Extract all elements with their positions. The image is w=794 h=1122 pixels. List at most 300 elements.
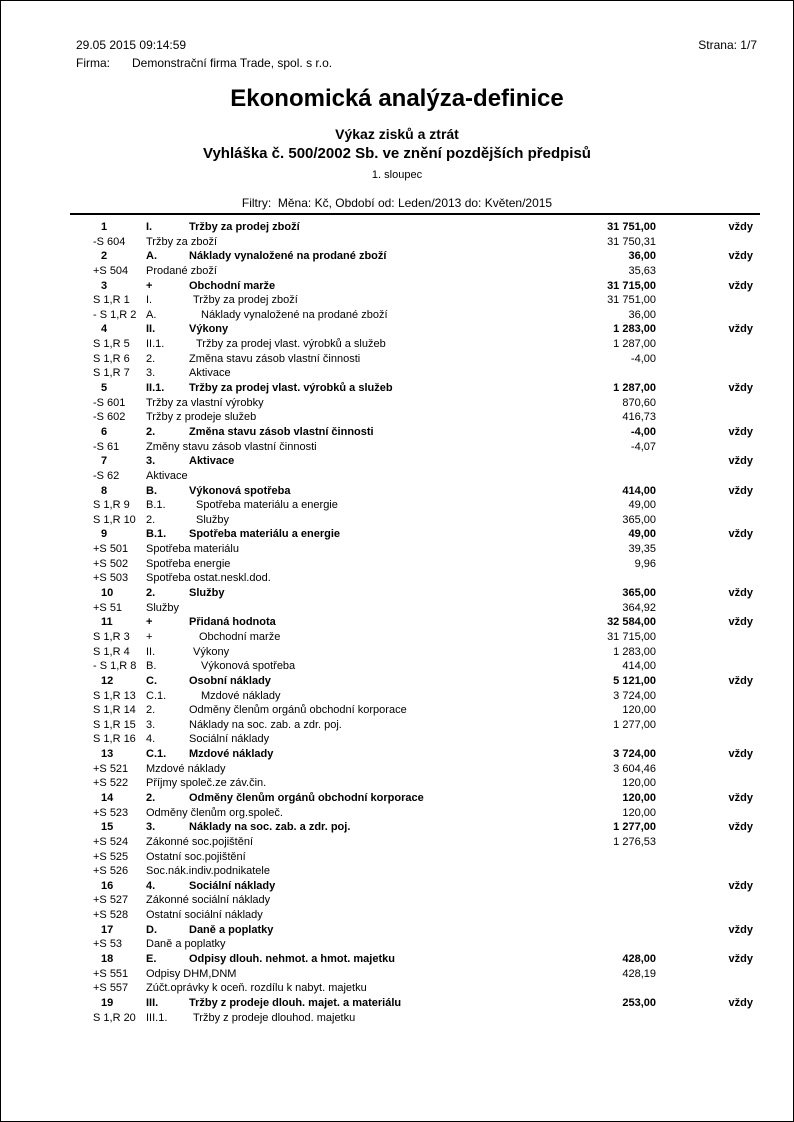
- table-row: [70, 571, 760, 586]
- row-value: -4,00: [630, 352, 656, 365]
- table-row: [70, 689, 760, 704]
- row-name: Ostatní soc.pojištění: [146, 850, 246, 863]
- row-code: +: [146, 616, 153, 629]
- row-value: [536, 1011, 656, 1026]
- row-value: [536, 908, 656, 923]
- row-value: [536, 923, 656, 938]
- header-divider: [70, 213, 760, 215]
- row-name: Mzdové náklady: [146, 762, 226, 775]
- row-name: Aktivace: [189, 367, 231, 380]
- row-number: 10: [101, 587, 114, 600]
- row-number: 17: [101, 923, 114, 936]
- row-value: 36,00: [628, 250, 656, 263]
- table-row: [70, 293, 760, 308]
- row-value: 120,00: [622, 704, 656, 717]
- row-flag: [656, 718, 760, 733]
- row-name: Tržby za vlastní výrobky: [146, 396, 264, 409]
- row-flag: vždy: [728, 748, 753, 761]
- row-name: Změna stavu zásob vlastní činnosti: [189, 425, 374, 438]
- row-name: Spotřeba materiálu: [146, 543, 239, 556]
- row-code: 2.: [146, 513, 156, 526]
- row-prefix: +S 525: [93, 850, 129, 863]
- row-code: B.1.: [146, 528, 167, 541]
- row-value: 1 283,00: [613, 323, 656, 336]
- row-name: Obchodní marže: [189, 279, 276, 292]
- row-name: Daně a poplatky: [189, 923, 274, 936]
- row-prefix: +S 53: [93, 938, 123, 951]
- row-code: C.1.: [146, 689, 167, 702]
- row-number: 5: [101, 382, 108, 395]
- row-flag: vždy: [728, 323, 753, 336]
- row-flag: [656, 366, 760, 381]
- row-value: 31 715,00: [607, 279, 656, 292]
- row-name: Služby: [196, 513, 230, 526]
- row-value: 32 584,00: [607, 616, 656, 629]
- row-prefix: - S 1,R 2: [93, 308, 137, 321]
- row-prefix: S 1,R 7: [93, 367, 130, 380]
- row-name: Daně a poplatky: [146, 938, 226, 951]
- row-prefix: S 1,R 20: [93, 1011, 136, 1024]
- page-number: Strana: 1/7: [698, 38, 757, 52]
- table-row: [70, 454, 760, 469]
- row-code: 3.: [146, 367, 156, 380]
- row-code: C.1.: [146, 748, 167, 761]
- table-row: [70, 893, 760, 908]
- row-number: 15: [101, 821, 114, 834]
- table-row: [70, 235, 760, 250]
- row-flag: vždy: [728, 587, 753, 600]
- row-number: 4: [101, 323, 108, 336]
- row-flag: [656, 835, 760, 850]
- row-number: 11: [101, 616, 113, 629]
- row-value: [536, 850, 656, 865]
- row-number: 18: [101, 953, 114, 966]
- row-value: 1 277,00: [613, 821, 656, 834]
- row-flag: [656, 352, 760, 367]
- row-prefix: +S 551: [93, 967, 129, 980]
- row-value: [536, 864, 656, 879]
- row-value: 31 751,00: [607, 221, 656, 233]
- row-flag: [656, 645, 760, 660]
- page-title: Ekonomická analýza-definice: [230, 85, 564, 112]
- row-value: 428,00: [622, 953, 656, 966]
- row-flag: [656, 308, 760, 323]
- row-value: 365,00: [622, 587, 656, 600]
- row-code: III.1.: [146, 1011, 168, 1024]
- row-number: 19: [101, 996, 114, 1009]
- row-flag: [656, 396, 760, 411]
- column-note: 1. sloupec: [371, 169, 423, 181]
- row-flag: [656, 732, 760, 747]
- report-name: Výkaz zisků a ztrát: [335, 126, 459, 142]
- row-flag: vždy: [728, 923, 753, 936]
- row-prefix: - S 1,R 8: [93, 660, 137, 673]
- row-name: Spotřeba materiálu a energie: [196, 499, 338, 512]
- row-code: III.: [146, 996, 159, 1009]
- row-number: 13: [101, 748, 114, 761]
- row-value: -4,07: [630, 440, 656, 453]
- row-code: B.1.: [146, 499, 166, 512]
- row-name: Soc.nák.indiv.podnikatele: [146, 865, 270, 878]
- table-row: [70, 996, 760, 1011]
- table-row: [70, 249, 760, 264]
- row-flag: [656, 557, 760, 572]
- row-value: 31 750,31: [607, 235, 656, 248]
- table-row: [70, 923, 760, 938]
- regulation-subtitle: Vyhláška č. 500/2002 Sb. ve znění pozdějších předpisů: [203, 145, 591, 162]
- row-flag: [656, 293, 760, 308]
- table-row: [70, 498, 760, 513]
- row-code: 4.: [146, 879, 156, 892]
- table-row: [70, 630, 760, 645]
- row-prefix: S 1,R 3: [93, 630, 130, 643]
- row-prefix: -S 604: [93, 235, 126, 248]
- table-row: [70, 659, 760, 674]
- table-row: [70, 747, 760, 762]
- row-flag: [656, 1011, 760, 1026]
- row-name: Náklady vynaložené na prodané zboží: [201, 308, 388, 321]
- row-name: Tržby za prodej zboží: [189, 221, 300, 233]
- row-flag: [656, 235, 760, 250]
- table-row: [70, 308, 760, 323]
- row-value: 31 715,00: [607, 630, 656, 643]
- row-name: Změna stavu zásob vlastní činnosti: [189, 352, 361, 365]
- row-flag: [656, 542, 760, 557]
- filters-line: Filtry: Měna: Kč, Období od: Leden/2013 do: Květen/2015: [241, 196, 553, 210]
- table-row: [70, 557, 760, 572]
- table-row: [70, 220, 760, 235]
- row-prefix: +S 557: [93, 982, 129, 995]
- table-row: [70, 762, 760, 777]
- row-name: Odměny členům orgánů obchodní korporace: [189, 791, 424, 804]
- table-row: [70, 981, 760, 996]
- row-flag: vždy: [728, 484, 753, 497]
- company-label: Firma:: [76, 56, 110, 70]
- row-value: [536, 981, 656, 996]
- row-name: Náklady vynaložené na prodané zboží: [189, 250, 387, 263]
- table-row: [70, 806, 760, 821]
- row-flag: [656, 601, 760, 616]
- row-code: II.1.: [146, 382, 165, 395]
- row-value: 36,00: [628, 308, 656, 321]
- row-prefix: S 1,R 13: [93, 689, 136, 702]
- row-flag: vždy: [728, 221, 753, 233]
- row-value: 35,63: [628, 264, 656, 277]
- row-flag: [656, 513, 760, 528]
- table-row: [70, 864, 760, 879]
- row-flag: [656, 659, 760, 674]
- row-code: +: [146, 279, 153, 292]
- row-prefix: +S 523: [93, 806, 129, 819]
- row-prefix: S 1,R 14: [93, 704, 136, 717]
- row-name: Osobní náklady: [189, 674, 271, 687]
- table-row: [70, 366, 760, 381]
- row-prefix: S 1,R 4: [93, 645, 130, 658]
- row-name: Spotřeba ostat.neskl.dod.: [146, 572, 271, 585]
- company-name: Demonstrační firma Trade, spol. s r.o.: [132, 56, 333, 70]
- row-flag: [656, 410, 760, 425]
- table-row: [70, 279, 760, 294]
- row-code: II.: [146, 323, 156, 336]
- row-flag: vždy: [728, 616, 753, 629]
- row-number: 12: [101, 674, 114, 687]
- table-row: [70, 835, 760, 850]
- row-flag: [656, 981, 760, 996]
- row-prefix: S 1,R 5: [93, 338, 130, 351]
- table-row: [70, 615, 760, 630]
- table-row: [70, 513, 760, 528]
- row-value: 1 283,00: [613, 645, 656, 658]
- row-prefix: -S 62: [93, 469, 120, 482]
- row-value: [536, 937, 656, 952]
- row-prefix: +S 503: [93, 572, 129, 585]
- table-row: [70, 820, 760, 835]
- row-flag: [656, 762, 760, 777]
- row-name: Ostatní sociální náklady: [146, 909, 263, 922]
- row-code: C.: [146, 674, 157, 687]
- row-flag: vždy: [728, 425, 753, 438]
- row-prefix: +S 501: [93, 543, 129, 556]
- row-code: 4.: [146, 733, 156, 746]
- table-row: [70, 322, 760, 337]
- row-name: Služby: [189, 587, 225, 600]
- row-value: [536, 366, 656, 381]
- table-row: [70, 718, 760, 733]
- row-name: Tržby za prodej vlast. výrobků a služeb: [196, 338, 386, 351]
- row-name: Spotřeba energie: [146, 557, 231, 570]
- row-number: 16: [101, 879, 114, 892]
- row-name: Tržby z prodeje dlouh. majet. a materiálu: [189, 996, 402, 1009]
- row-value: 3 604,46: [613, 762, 656, 775]
- row-flag: [656, 440, 760, 455]
- table-row: [70, 484, 760, 499]
- row-name: Přidaná hodnota: [189, 616, 276, 629]
- row-name: Změny stavu zásob vlastní činnosti: [146, 440, 317, 453]
- row-prefix: +S 502: [93, 557, 129, 570]
- row-prefix: S 1,R 10: [93, 513, 136, 526]
- table-row: [70, 440, 760, 455]
- row-value: 1 276,53: [613, 835, 656, 848]
- row-name: Odměny členům orgánů obchodní korporace: [189, 704, 407, 717]
- row-prefix: S 1,R 16: [93, 733, 136, 746]
- row-flag: vždy: [728, 953, 753, 966]
- row-value: [536, 469, 656, 484]
- row-number: 8: [101, 484, 108, 497]
- row-prefix: -S 61: [93, 440, 120, 453]
- row-name: Sociální náklady: [189, 733, 270, 746]
- row-name: Sociální náklady: [189, 879, 276, 892]
- row-code: B.: [146, 660, 157, 673]
- row-value: 364,92: [622, 601, 656, 614]
- table-row: [70, 337, 760, 352]
- row-prefix: -S 601: [93, 396, 126, 409]
- table-row: [70, 850, 760, 865]
- row-number: 1: [101, 221, 108, 233]
- row-flag: vždy: [728, 996, 753, 1009]
- row-prefix: +S 51: [93, 601, 123, 614]
- row-value: 1 277,00: [613, 718, 656, 731]
- row-value: 9,96: [634, 557, 656, 570]
- row-name: Příjmy společ.ze záv.čin.: [146, 777, 267, 790]
- table-row: [70, 937, 760, 952]
- row-name: Výkonová spotřeba: [201, 660, 296, 673]
- row-number: 7: [101, 455, 108, 468]
- row-value: 120,00: [622, 791, 656, 804]
- row-flag: [656, 967, 760, 982]
- row-number: 2: [101, 250, 108, 263]
- row-prefix: +S 527: [93, 894, 129, 907]
- row-number: 14: [101, 791, 114, 804]
- row-flag: vždy: [728, 279, 753, 292]
- table-row: [70, 542, 760, 557]
- row-flag: vždy: [728, 821, 753, 834]
- row-name: Odpisy dlouh. nehmot. a hmot. majetku: [189, 953, 395, 966]
- row-name: Mzdové náklady: [189, 748, 274, 761]
- row-flag: [656, 908, 760, 923]
- row-number: 6: [101, 425, 108, 438]
- table-row: [70, 879, 760, 894]
- row-value: 3 724,00: [613, 748, 656, 761]
- row-code: II.1.: [146, 338, 165, 351]
- row-name: Tržby za prodej vlast. výrobků a služeb: [189, 382, 393, 395]
- row-flag: [656, 703, 760, 718]
- row-value: -4,00: [630, 425, 656, 438]
- row-code: II.: [146, 645, 156, 658]
- table-row: [70, 703, 760, 718]
- table-row: [70, 264, 760, 279]
- report-table: [70, 220, 760, 1025]
- row-prefix: -S 602: [93, 411, 126, 424]
- row-code: 2.: [146, 425, 156, 438]
- row-flag: [656, 571, 760, 586]
- row-code: 3.: [146, 718, 156, 731]
- table-row: [70, 410, 760, 425]
- row-prefix: +S 526: [93, 865, 129, 878]
- row-code: +: [146, 630, 153, 643]
- row-value: [536, 732, 656, 747]
- row-flag: vždy: [728, 674, 753, 687]
- row-name: Aktivace: [146, 469, 188, 482]
- row-flag: [656, 893, 760, 908]
- row-code: E.: [146, 953, 157, 966]
- print-datetime: 29.05 2015 09:14:59: [76, 38, 187, 52]
- row-flag: vždy: [728, 382, 753, 395]
- row-name: Náklady na soc. zab. a zdr. poj.: [189, 718, 342, 731]
- row-code: 2.: [146, 352, 156, 365]
- row-flag: [656, 850, 760, 865]
- row-value: 5 121,00: [613, 674, 656, 687]
- table-row: [70, 381, 760, 396]
- row-name: Výkony: [189, 323, 229, 336]
- row-prefix: +S 522: [93, 777, 129, 790]
- row-name: Tržby za prodej zboží: [193, 294, 298, 307]
- row-name: Výkonová spotřeba: [189, 484, 291, 497]
- row-value: 120,00: [622, 777, 656, 790]
- row-value: 870,60: [622, 396, 656, 409]
- row-flag: [656, 264, 760, 279]
- row-name: Zúčt.oprávky k oceň. rozdílu k nabyt. majetku: [146, 982, 367, 995]
- table-row: [70, 732, 760, 747]
- row-value: [536, 571, 656, 586]
- table-row: [70, 352, 760, 367]
- row-code: A.: [146, 250, 157, 263]
- row-flag: vždy: [728, 528, 753, 541]
- table-row: [70, 586, 760, 601]
- row-code: I.: [146, 294, 153, 307]
- table-row: [70, 645, 760, 660]
- row-name: Služby: [146, 601, 180, 614]
- row-code: B.: [146, 484, 157, 497]
- row-prefix: S 1,R 15: [93, 718, 136, 731]
- row-flag: [656, 469, 760, 484]
- row-flag: [656, 498, 760, 513]
- row-flag: [656, 776, 760, 791]
- row-prefix: +S 521: [93, 762, 129, 775]
- row-value: 39,35: [628, 543, 656, 556]
- row-flag: vždy: [728, 250, 753, 263]
- row-code: 2.: [146, 791, 156, 804]
- table-row: [70, 776, 760, 791]
- row-name: Tržby za zboží: [146, 235, 218, 248]
- table-row: [70, 527, 760, 542]
- row-value: 31 751,00: [607, 294, 656, 307]
- row-name: Odměny členům org.společ.: [146, 806, 283, 819]
- row-code: 2.: [146, 587, 156, 600]
- row-value: [536, 454, 656, 469]
- row-flag: [656, 864, 760, 879]
- row-name: Aktivace: [189, 455, 235, 468]
- row-prefix: +S 524: [93, 835, 129, 848]
- table-row: [70, 469, 760, 484]
- table-row: [70, 396, 760, 411]
- row-value: [536, 879, 656, 894]
- row-value: 416,73: [622, 411, 656, 424]
- row-code: D.: [146, 923, 157, 936]
- row-flag: [656, 630, 760, 645]
- row-value: 428,19: [622, 967, 656, 980]
- row-name: Spotřeba materiálu a energie: [189, 528, 340, 541]
- row-number: 3: [101, 279, 108, 292]
- row-flag: [656, 689, 760, 704]
- row-code: 3.: [146, 821, 156, 834]
- row-value: 49,00: [628, 499, 656, 512]
- row-name: Tržby z prodeje dlouhod. majetku: [193, 1011, 356, 1024]
- row-flag: vždy: [728, 791, 753, 804]
- row-name: Zákonné sociální náklady: [146, 894, 271, 907]
- row-code: 2.: [146, 704, 156, 717]
- row-value: 414,00: [622, 660, 656, 673]
- row-prefix: S 1,R 9: [93, 499, 130, 512]
- row-prefix: +S 504: [93, 264, 129, 277]
- row-code: 3.: [146, 455, 156, 468]
- table-row: [70, 601, 760, 616]
- row-value: 120,00: [622, 806, 656, 819]
- table-row: [70, 674, 760, 689]
- row-value: [536, 893, 656, 908]
- row-code: I.: [146, 221, 153, 233]
- row-flag: [656, 806, 760, 821]
- row-name: Mzdové náklady: [201, 689, 281, 702]
- row-flag: vždy: [728, 879, 753, 892]
- row-code: A.: [146, 308, 157, 321]
- row-value: 3 724,00: [613, 689, 656, 702]
- table-row: [70, 908, 760, 923]
- row-name: Obchodní marže: [199, 630, 281, 643]
- row-prefix: +S 528: [93, 909, 129, 922]
- row-flag: [656, 337, 760, 352]
- table-row: [70, 1011, 760, 1026]
- table-row: [70, 425, 760, 440]
